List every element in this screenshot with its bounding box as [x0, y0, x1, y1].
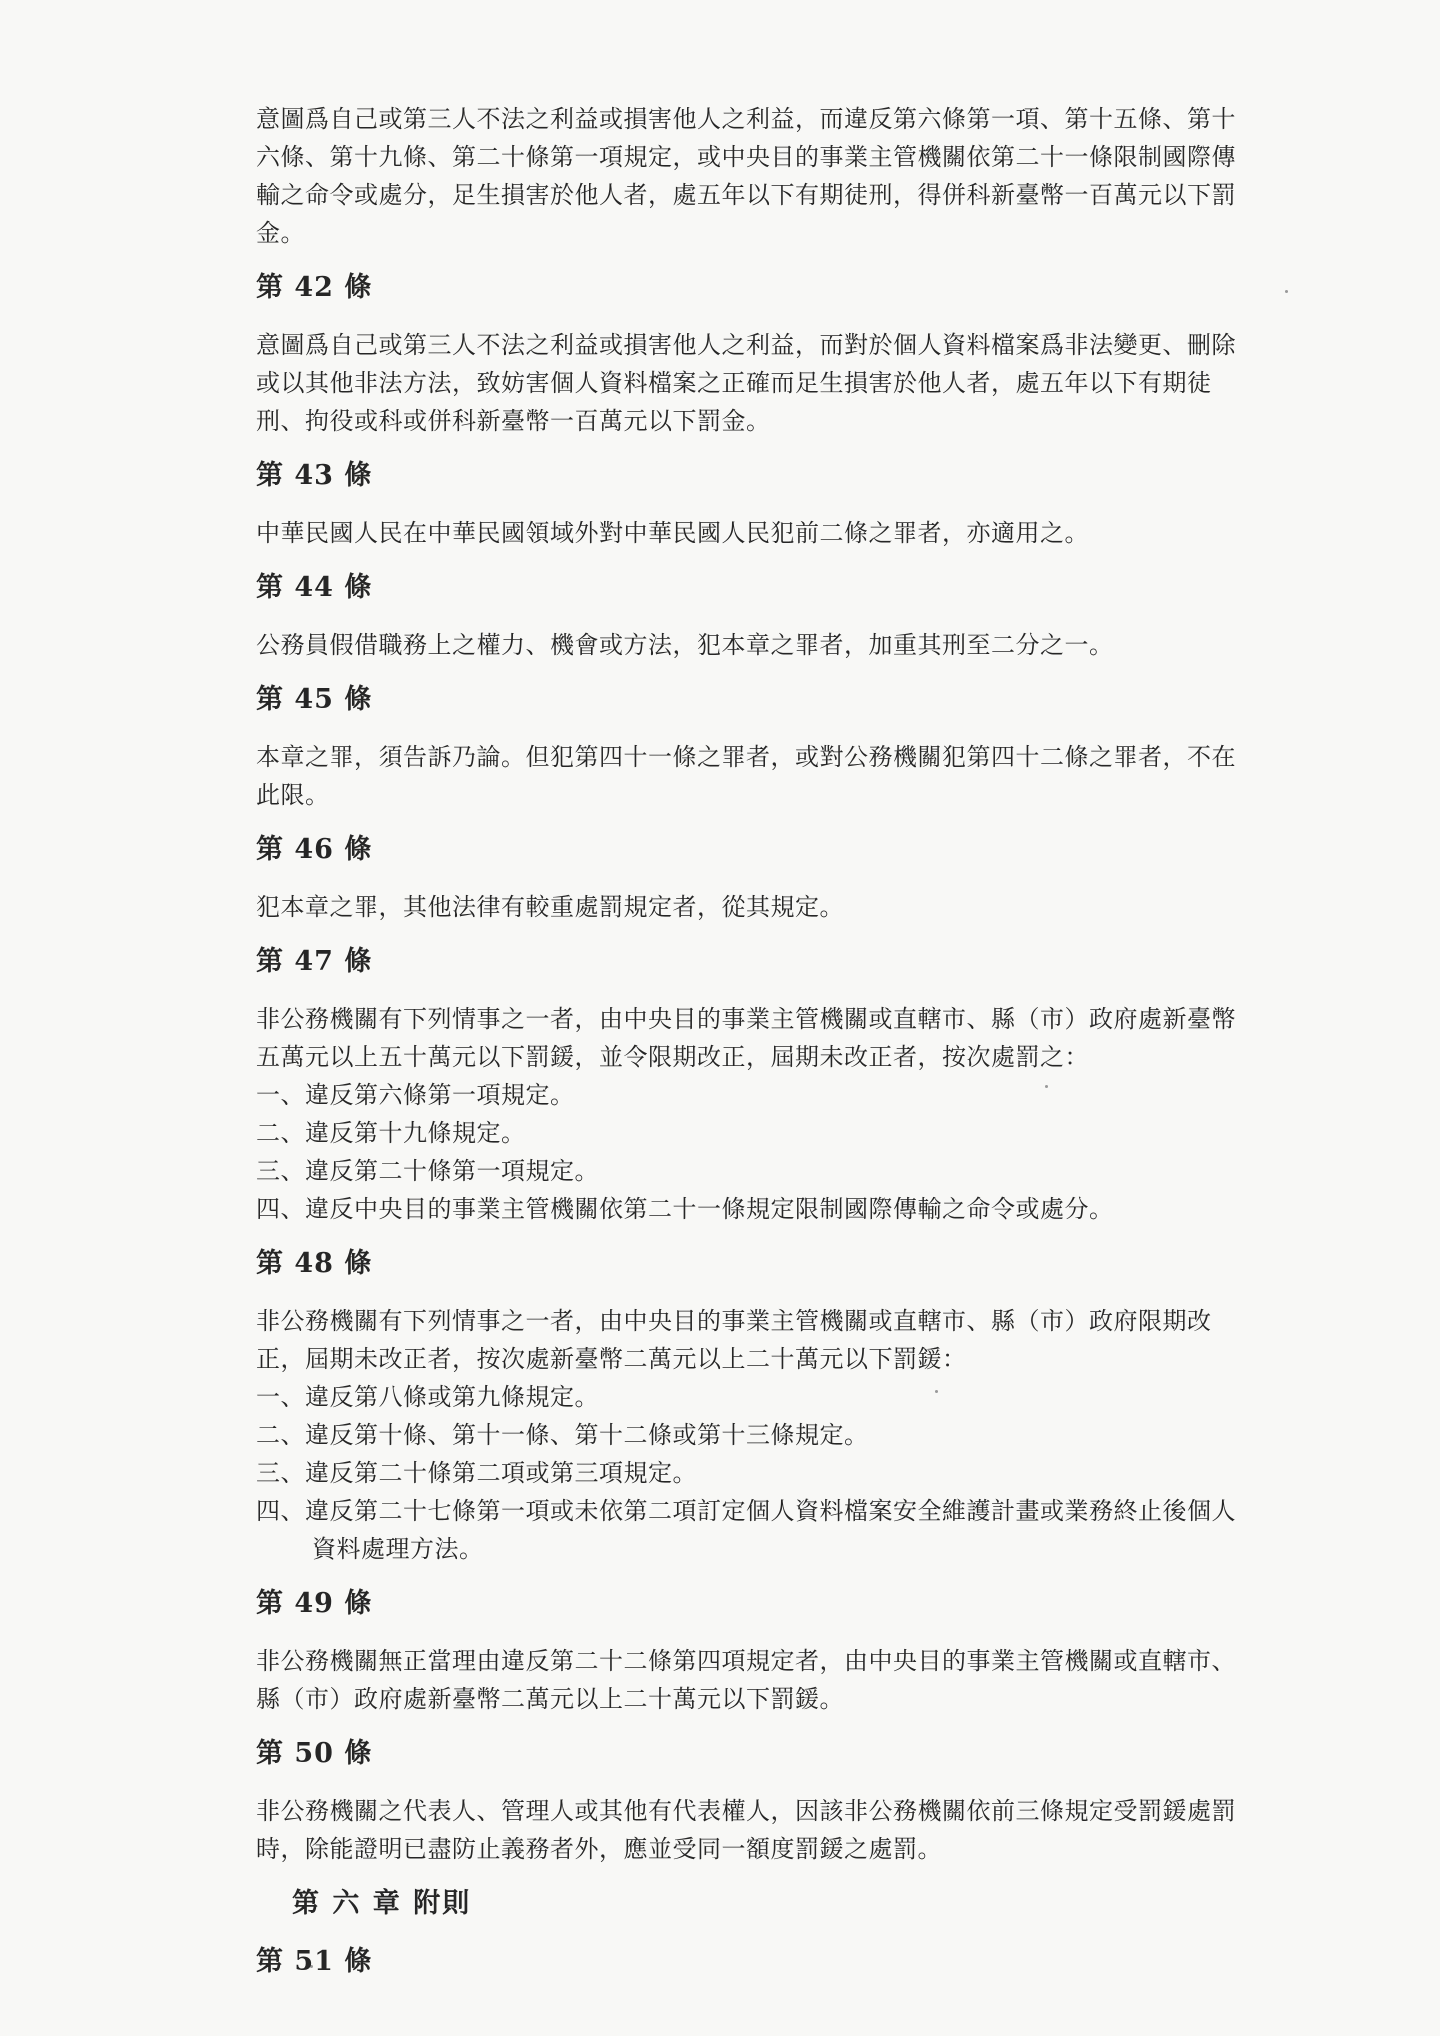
- article-44: [256, 568, 1236, 664]
- article-heading: 第 43 條: [256, 460, 373, 491]
- article-text: 非公務機關有下列情事之一者，由中央目的事業主管機關或直轄市、縣（市）政府限期改正，屆期未改正者，按次處新臺幣二萬元以上二十萬元以下罰鍰：: [256, 1307, 1212, 1373]
- article-43: [256, 456, 1236, 552]
- intro-paragraph: 意圖爲自己或第三人不法之利益或損害他人之利益，而違反第六條第一項、第十五條、第十六條、第十九條、第二十條第一項規定，或中央目的事業主管機關依第二十一條限制國際傳輸之命令或處分，足生損害於他人者，處五年以下有期徒刑，得併科新臺幣一百萬元以下罰金。: [256, 105, 1236, 247]
- article-45: [256, 680, 1236, 814]
- article-text: 非公務機關無正當理由違反第二十二條第四項規定者，由中央目的事業主管機關或直轄市、縣（市）政府處新臺幣二萬元以上二十萬元以下罰鍰。: [256, 1647, 1236, 1713]
- article-heading: 第 50 條: [256, 1738, 373, 1769]
- article-item-list: [256, 1076, 1236, 1228]
- list-item: 二、違反第十條、第十一條、第十二條或第十三條規定。: [256, 1421, 869, 1449]
- list-item: 三、違反第二十條第二項或第三項規定。: [256, 1459, 697, 1487]
- article-text: 公務員假借職務上之權力、機會或方法，犯本章之罪者，加重其刑至二分之一。: [256, 631, 1114, 659]
- document-body: [256, 100, 1236, 2000]
- list-item: 三、違反第二十條第一項規定。: [256, 1157, 599, 1185]
- article-text: 犯本章之罪，其他法律有較重處罰規定者，從其規定。: [256, 893, 844, 921]
- article-heading: 第 44 條: [256, 572, 373, 603]
- article-heading: 第 48 條: [256, 1248, 373, 1279]
- article-heading: 第 46 條: [256, 834, 373, 865]
- article-item-list: [256, 1378, 1236, 1568]
- article-heading: 第 47 條: [256, 946, 373, 977]
- list-item: 四、違反第二十七條第一項或未依第二項訂定個人資料檔案安全維護計畫或業務終止後個人資料處理方法。: [256, 1497, 1236, 1563]
- list-item: 二、違反第十九條規定。: [256, 1119, 526, 1147]
- article-text: 意圖爲自己或第三人不法之利益或損害他人之利益，而對於個人資料檔案爲非法變更、刪除或以其他非法方法，致妨害個人資料檔案之正確而足生損害於他人者，處五年以下有期徒刑、拘役或科或併科新臺幣一百萬元以下罰金。: [256, 331, 1236, 435]
- article-heading: 第 49 條: [256, 1588, 373, 1619]
- article-text: 本章之罪，須告訴乃論。但犯第四十一條之罪者，或對公務機關犯第四十二條之罪者，不在此限。: [256, 743, 1236, 809]
- article-42: [256, 268, 1236, 440]
- article-heading: 第 42 條: [256, 272, 373, 303]
- chapter-heading: 第 六 章 附則: [292, 1888, 472, 1919]
- list-item: 一、違反第六條第一項規定。: [256, 1081, 575, 1109]
- article-48: [256, 1244, 1236, 1568]
- list-item: 四、違反中央目的事業主管機關依第二十一條規定限制國際傳輸之命令或處分。: [256, 1195, 1114, 1223]
- article-46: [256, 830, 1236, 926]
- list-item: 一、違反第八條或第九條規定。: [256, 1383, 599, 1411]
- article-49: [256, 1584, 1236, 1718]
- article-heading: 第 45 條: [256, 684, 373, 715]
- article-heading: 第 51 條: [256, 1946, 373, 1977]
- scan-speck: [1285, 290, 1288, 293]
- article-text: 非公務機關有下列情事之一者，由中央目的事業主管機關或直轄市、縣（市）政府處新臺幣五萬元以上五十萬元以下罰鍰，並令限期改正，屆期未改正者，按次處罰之：: [256, 1005, 1236, 1071]
- article-50: [256, 1734, 1236, 1868]
- article-47: [256, 942, 1236, 1228]
- article-text: 非公務機關之代表人、管理人或其他有代表權人，因該非公務機關依前三條規定受罰鍰處罰時，除能證明已盡防止義務者外，應並受同一額度罰鍰之處罰。: [256, 1797, 1236, 1863]
- article-text: 中華民國人民在中華民國領域外對中華民國人民犯前二條之罪者，亦適用之。: [256, 519, 1089, 547]
